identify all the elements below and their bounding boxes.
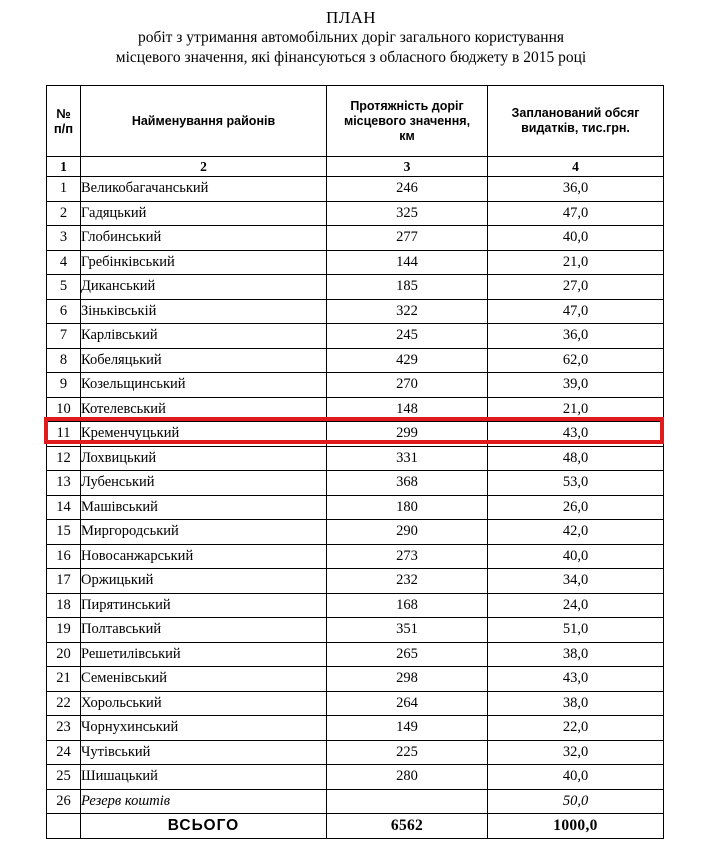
row-road-length: 298 <box>327 667 488 692</box>
row-road-length <box>327 789 488 814</box>
table-row <box>47 593 664 618</box>
planned-amount-line1: Запланований обсяг <box>511 106 640 120</box>
row-district-name: Миргородський <box>81 520 327 545</box>
subtitle-line-2: місцевого значення, які фінансуються з обласного бюджету в 2015 році <box>115 49 587 66</box>
table-total-row <box>47 814 664 839</box>
total-row-label: ВСЬОГО <box>81 814 327 839</box>
row-district-name: Котелевський <box>81 397 327 422</box>
table-header <box>47 86 664 177</box>
column-header-number <box>47 86 81 157</box>
column-header-number-line1: № <box>56 106 71 121</box>
table-row <box>47 642 664 667</box>
table-row <box>47 667 664 692</box>
row-road-length: 246 <box>327 177 488 202</box>
row-planned-amount: 38,0 <box>488 642 664 667</box>
subtitle-line-1: робіт з утримання автомобільних доріг загального користування <box>137 29 565 46</box>
row-number: 20 <box>47 642 81 667</box>
plan-table-container <box>46 85 663 839</box>
table-row <box>47 226 664 251</box>
row-number: 9 <box>47 373 81 398</box>
row-planned-amount: 47,0 <box>488 299 664 324</box>
row-road-length: 264 <box>327 691 488 716</box>
document-heading <box>0 0 702 68</box>
row-planned-amount: 43,0 <box>488 667 664 692</box>
row-district-name: Гадяцький <box>81 201 327 226</box>
row-number: 21 <box>47 667 81 692</box>
row-road-length: 429 <box>327 348 488 373</box>
column-header-planned-amount <box>488 86 664 157</box>
row-district-name: Кременчуцький <box>81 422 327 447</box>
planned-amount-line2: видатків, тис.грн. <box>521 121 630 135</box>
column-number-row <box>47 157 664 177</box>
row-road-length: 290 <box>327 520 488 545</box>
row-number: 5 <box>47 275 81 300</box>
row-planned-amount: 47,0 <box>488 201 664 226</box>
row-number: 1 <box>47 177 81 202</box>
row-district-name: Оржицький <box>81 569 327 594</box>
row-planned-amount: 43,0 <box>488 422 664 447</box>
total-planned-amount: 1000,0 <box>488 814 664 839</box>
row-number: 16 <box>47 544 81 569</box>
row-district-name: Решетилівський <box>81 642 327 667</box>
row-district-name: Резерв коштів <box>81 789 327 814</box>
document-subtitle <box>0 28 702 68</box>
row-district-name: Великобагачанський <box>81 177 327 202</box>
road-length-line3: км <box>399 128 415 143</box>
row-planned-amount: 26,0 <box>488 495 664 520</box>
row-number: 13 <box>47 471 81 496</box>
row-road-length: 232 <box>327 569 488 594</box>
row-planned-amount: 38,0 <box>488 691 664 716</box>
row-planned-amount: 34,0 <box>488 569 664 594</box>
total-row-number <box>47 814 81 839</box>
row-planned-amount: 24,0 <box>488 593 664 618</box>
row-number: 8 <box>47 348 81 373</box>
row-number: 10 <box>47 397 81 422</box>
row-planned-amount: 53,0 <box>488 471 664 496</box>
table-row <box>47 397 664 422</box>
row-district-name: Шишацький <box>81 765 327 790</box>
row-planned-amount: 39,0 <box>488 373 664 398</box>
row-planned-amount: 36,0 <box>488 177 664 202</box>
page-title: ПЛАН <box>326 8 376 27</box>
column-number-1: 1 <box>47 157 81 177</box>
row-district-name: Полтавський <box>81 618 327 643</box>
row-planned-amount: 36,0 <box>488 324 664 349</box>
row-road-length: 331 <box>327 446 488 471</box>
row-road-length: 273 <box>327 544 488 569</box>
row-planned-amount: 22,0 <box>488 716 664 741</box>
row-district-name: Гребінківський <box>81 250 327 275</box>
row-planned-amount: 21,0 <box>488 250 664 275</box>
row-number: 23 <box>47 716 81 741</box>
table-row <box>47 618 664 643</box>
row-road-length: 322 <box>327 299 488 324</box>
row-number: 4 <box>47 250 81 275</box>
row-number: 11 <box>47 422 81 447</box>
row-district-name: Глобинський <box>81 226 327 251</box>
row-number: 6 <box>47 299 81 324</box>
table-row <box>47 250 664 275</box>
row-number: 24 <box>47 740 81 765</box>
row-road-length: 245 <box>327 324 488 349</box>
row-district-name: Зіньківській <box>81 299 327 324</box>
row-road-length: 149 <box>327 716 488 741</box>
table-row <box>47 275 664 300</box>
table-row <box>47 740 664 765</box>
table-body <box>47 177 664 839</box>
row-district-name: Диканський <box>81 275 327 300</box>
row-district-name: Семенівський <box>81 667 327 692</box>
row-district-name: Карлівський <box>81 324 327 349</box>
row-number: 15 <box>47 520 81 545</box>
row-road-length: 351 <box>327 618 488 643</box>
row-road-length: 277 <box>327 226 488 251</box>
row-district-name: Машівський <box>81 495 327 520</box>
column-number-3: 3 <box>327 157 488 177</box>
table-row <box>47 177 664 202</box>
row-number: 14 <box>47 495 81 520</box>
row-road-length: 368 <box>327 471 488 496</box>
table-row <box>47 569 664 594</box>
row-planned-amount: 40,0 <box>488 765 664 790</box>
table-header-row <box>47 86 664 157</box>
table-row <box>47 544 664 569</box>
row-district-name: Хорольський <box>81 691 327 716</box>
table-row <box>47 495 664 520</box>
row-planned-amount: 48,0 <box>488 446 664 471</box>
row-number: 18 <box>47 593 81 618</box>
column-header-road-length <box>327 86 488 157</box>
row-road-length: 280 <box>327 765 488 790</box>
row-road-length: 299 <box>327 422 488 447</box>
row-road-length: 148 <box>327 397 488 422</box>
row-number: 26 <box>47 789 81 814</box>
row-planned-amount: 50,0 <box>488 789 664 814</box>
row-road-length: 185 <box>327 275 488 300</box>
row-planned-amount: 40,0 <box>488 226 664 251</box>
row-number: 17 <box>47 569 81 594</box>
table-row <box>47 446 664 471</box>
table-row <box>47 299 664 324</box>
row-district-name: Лохвицький <box>81 446 327 471</box>
column-header-district-name: Найменування районів <box>81 86 327 157</box>
table-row <box>47 691 664 716</box>
row-number: 12 <box>47 446 81 471</box>
road-length-line2: місцевого значення, <box>343 113 471 128</box>
row-number: 25 <box>47 765 81 790</box>
row-district-name: Чорнухинський <box>81 716 327 741</box>
row-number: 19 <box>47 618 81 643</box>
row-planned-amount: 40,0 <box>488 544 664 569</box>
row-road-length: 168 <box>327 593 488 618</box>
row-road-length: 325 <box>327 201 488 226</box>
row-district-name: Лубенський <box>81 471 327 496</box>
column-number-2: 2 <box>81 157 327 177</box>
row-road-length: 144 <box>327 250 488 275</box>
table-row <box>47 373 664 398</box>
row-number: 3 <box>47 226 81 251</box>
column-header-number-line2: п/п <box>53 121 74 136</box>
row-planned-amount: 51,0 <box>488 618 664 643</box>
row-district-name: Кобеляцький <box>81 348 327 373</box>
row-planned-amount: 32,0 <box>488 740 664 765</box>
row-district-name: Козельщинський <box>81 373 327 398</box>
row-district-name: Новосанжарський <box>81 544 327 569</box>
table-row <box>47 471 664 496</box>
table-row <box>47 716 664 741</box>
plan-table <box>46 85 664 839</box>
row-number: 22 <box>47 691 81 716</box>
table-row <box>47 422 664 447</box>
table-row <box>47 520 664 545</box>
row-district-name: Чутівський <box>81 740 327 765</box>
road-length-line1: Протяжність доріг <box>350 98 464 113</box>
total-road-length: 6562 <box>327 814 488 839</box>
row-district-name: Пирятинський <box>81 593 327 618</box>
row-road-length: 270 <box>327 373 488 398</box>
row-road-length: 265 <box>327 642 488 667</box>
table-row <box>47 789 664 814</box>
row-number: 7 <box>47 324 81 349</box>
row-planned-amount: 62,0 <box>488 348 664 373</box>
row-planned-amount: 21,0 <box>488 397 664 422</box>
row-planned-amount: 27,0 <box>488 275 664 300</box>
table-row <box>47 348 664 373</box>
row-road-length: 225 <box>327 740 488 765</box>
row-planned-amount: 42,0 <box>488 520 664 545</box>
row-road-length: 180 <box>327 495 488 520</box>
table-row <box>47 324 664 349</box>
row-number: 2 <box>47 201 81 226</box>
table-row <box>47 765 664 790</box>
column-number-4: 4 <box>488 157 664 177</box>
table-row <box>47 201 664 226</box>
